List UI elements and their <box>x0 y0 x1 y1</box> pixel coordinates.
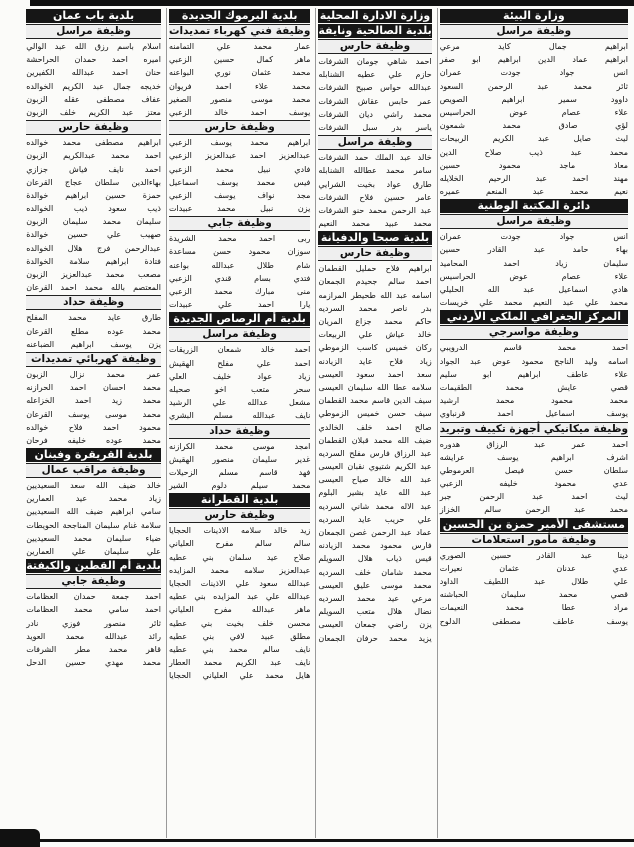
candidate-name: محمد موسى يوسف القرعان <box>26 409 161 419</box>
candidate-name: اميره احمد حمدان الحراحشة <box>26 55 161 65</box>
candidate-name: طارق عواد بخيت الشرايي <box>318 179 432 189</box>
candidate-name: عبدالعزيز سلامه محمد المزايده <box>168 565 311 575</box>
candidate-name: رائد عبدالله محمد العويد <box>26 631 161 641</box>
candidate-name: احمد جمعة حمدان العظامات <box>26 592 161 602</box>
candidate-name: غدير سليمان منصور الهقيش <box>168 454 311 464</box>
candidate-name: فتادة ابراهيم سلامة الخوالدة <box>26 256 161 266</box>
candidate-name: انس جواد جودت عمران <box>439 232 628 242</box>
candidate-name: مرعي عيد محمد السرديه <box>318 593 432 603</box>
candidate-name: ركان خميس كاسب الزموطي <box>318 343 432 353</box>
job-title-heading: وظيفة حداد <box>169 424 310 439</box>
candidate-name: احمد علي مفلح الهقيش <box>168 358 311 368</box>
department-heading: بلدية الصالحية ونايفة <box>318 24 432 37</box>
candidate-name: محمد راشي ديان الشرفات <box>318 109 432 119</box>
candidate-name: محمد عبد ذيب صلاح الدين <box>439 147 628 157</box>
candidate-name: يوسف اسماعيل احمد قرنباوي <box>439 409 628 419</box>
candidate-name: سعد احمد سعود العيسى <box>318 369 432 379</box>
job-title-heading: وظيفة حداد <box>26 295 161 310</box>
department-heading: بلدية اليرموك الجديدة <box>169 9 310 23</box>
candidate-name: هايل محمد علي العلياني الحجايا <box>168 671 311 681</box>
candidate-name: عبد الرزاق فارس مفلح السرديه <box>318 448 432 458</box>
candidate-name: ليث صايل عبد الكريم الربيحات <box>439 134 628 144</box>
candidate-name: عبدالله حواس صبيح الشرفات <box>318 83 432 93</box>
candidate-name: بهاءالدين سلطان عجاج القرعان <box>26 177 161 187</box>
candidate-name: ابراهيم محمد يوسف الزعبي <box>168 138 311 148</box>
candidate-name: ابراهيم عماد الدين ابراهيم ابو صفر <box>439 55 628 65</box>
candidate-name: فهد قاسم مسلم الزحيلات <box>168 467 311 477</box>
candidate-name: محمد شامان خلف السرديه <box>318 567 432 577</box>
column-2 <box>315 8 433 838</box>
candidate-name: محمد عثمان نوري البواعنه <box>168 68 311 78</box>
candidate-name: محمود احمد فلاح خوالده <box>26 422 161 432</box>
candidate-name: محمد سيلم دلوم الشير <box>168 481 311 491</box>
bottom-rule <box>30 839 634 842</box>
candidate-name: زياد فلاح عايد الزيادنه <box>318 356 432 366</box>
candidate-name: زيد خالد سلامه الاذينات الحجايا <box>168 526 311 536</box>
candidate-name: خديجه جمال عبد الكريم الخوالده <box>26 81 161 91</box>
candidate-name: فادي نبيل محمد الزعبي <box>168 164 311 174</box>
candidate-name: بدر ناصر محمد السرديه <box>318 303 432 313</box>
candidate-name: امجد موسى محمد الكرازنه <box>168 441 311 451</box>
candidate-name: عبد الاله محمد شاني السرديه <box>318 501 432 511</box>
candidate-name: علي سليمان علي العمارين <box>26 547 161 556</box>
department-heading: بلدية صبحا والدفيانة <box>318 231 431 245</box>
candidate-name: عدي عدنان عثمان نعيرات <box>439 563 628 573</box>
candidate-name: مهند احمد عبد الرحيم الخلايله <box>439 173 628 183</box>
candidate-name: ياسر بدر سبل الشرفات <box>318 122 432 132</box>
department-heading: بلدية القريقرة وفينان <box>26 448 161 462</box>
candidate-name: زياد عواد خليف العلي <box>168 371 311 381</box>
candidate-name: مجد نواف يوسف الزعبي <box>168 190 311 200</box>
candidate-name: سيف حسن خميس الزموطي <box>318 409 432 419</box>
candidate-name: احمد محمد قاسم الدرويبي <box>439 343 628 353</box>
candidate-name: محمد عبيد محمد النعيم <box>318 219 432 229</box>
department-heading: وزارة الادارة المحلية <box>319 9 431 22</box>
candidate-name: دينا عبد القادر حسين الصوري <box>439 550 628 560</box>
candidate-name: ابراهيم جمال كايد مرعي <box>439 42 628 51</box>
candidate-name: علي حريب عايد السرديه <box>318 514 432 524</box>
candidate-name: سامر محمد عطالله الشنابله <box>318 166 432 176</box>
candidate-name: سامي ابراهيم ضيف الله السعيديين <box>26 507 161 517</box>
candidate-name: مشعل عدالله علي الرشيد <box>168 398 311 408</box>
column-1 <box>437 8 630 838</box>
candidate-name: عبدالله علي عبد المزايده بني عطيه <box>168 592 311 602</box>
job-title-heading: وظيفة مراسل <box>26 24 161 39</box>
candidate-name: عفاف مصطفى عقله الزبون <box>26 94 161 104</box>
candidate-name: سوزان محمود حسن مساعدة <box>168 247 311 257</box>
candidate-name: عبد الكريم شتيوي نقبان العيسى <box>318 462 432 472</box>
candidate-name: سلامه عطا الله سليمان العيسى <box>318 382 432 392</box>
candidate-name: ليث احمد عبد الرحمن جبر <box>439 492 628 502</box>
candidate-name: عبدالرحمن فرج هلال الخوالده <box>26 243 161 253</box>
candidate-name: خالد ضيف الله سعد السعيديين <box>26 481 161 491</box>
candidate-name: سلطان حسن فيصل العرموطي <box>439 465 628 475</box>
candidate-name: حمزة حسين ابراهيم خوالدة <box>26 190 161 200</box>
candidate-name: محمد علي عبد النعيم محمد علي خريسات <box>439 298 628 308</box>
candidate-name: عبدالعزيز احمد عبدالعزيز الزعبي <box>168 151 311 161</box>
candidate-name: محسن خلف بخيت بني عطيه <box>168 618 311 628</box>
candidate-name: عبد الله عايد بشير البلوم <box>318 488 432 498</box>
candidate-name: ابراهيم فلاح حمليل القطمان <box>318 264 432 274</box>
department-heading: دائرة المكتبة الوطنية <box>440 199 628 213</box>
candidate-name: مصعب محمد عبدالعزيز الزبون <box>26 270 161 279</box>
candidate-name: فارس محمود محمد الزيادنه <box>318 541 432 551</box>
candidate-name: زياد محمد عيد العمارين <box>26 494 161 504</box>
candidate-name: اسامه وليد الناجح محمود عوض عبد الجواد <box>439 356 628 366</box>
candidate-name: قصي عايش محمد الطقيمات <box>439 382 628 392</box>
candidate-name: صالح احمد خلف الخالدي <box>318 422 432 432</box>
candidate-name: هادي اسماعيل عبد الله الحليلي <box>439 285 628 294</box>
candidate-name: احمد عمر عبد الرزاق هدوره <box>439 439 628 449</box>
top-rule <box>30 0 634 6</box>
candidate-name: عبد الله خالد صياح العيسى <box>318 475 432 485</box>
candidate-name: يزن نبيل محمد عبيدات <box>168 204 311 214</box>
candidate-name: ربى احمد محمد الشريدة <box>168 234 311 244</box>
candidate-name: معاذ ماجد محمود حسين <box>439 160 628 170</box>
candidate-name: نعيم محمد عبد المنعم عميره <box>439 187 628 197</box>
candidate-name: عامر حسين فلاح الشرفات <box>318 192 432 202</box>
candidate-name: شام طلال عبدالله بواعنه <box>168 260 311 270</box>
candidate-name: سليمان زياد احمد المحاميد <box>439 258 628 268</box>
job-title-heading: وظيفة مراسل <box>169 327 310 342</box>
candidate-name: محمد احسان احمد الحرازنه <box>26 383 161 393</box>
candidate-name: حنان احمد عبدالله الكفيرين <box>26 68 161 78</box>
job-title-heading: وظيفة مراسل <box>440 214 628 229</box>
candidate-name: محمد موسى منصور الصغير <box>168 94 311 104</box>
department-heading: بلدية القطرانة <box>169 493 310 507</box>
job-title-heading: وظيفة مراسل <box>440 24 628 39</box>
department-heading: بلدية أم الرصاص الجديدة <box>169 312 310 326</box>
candidate-name: محمد مهدي حسين الدحل <box>26 658 161 668</box>
job-title-heading: وظيفة مواسرجي <box>440 325 628 340</box>
candidate-name: خالد عبد الملك حمد الشرفات <box>318 153 432 163</box>
candidate-name: محمد عوده مطلع القرعان <box>26 326 161 336</box>
job-title-heading: وظيفة مأمور استعلامات <box>440 533 628 548</box>
candidate-name: احمد نايف فياش جزازي <box>26 164 161 174</box>
columns-container <box>26 8 630 838</box>
candidate-name: قيس ذياب هلال السويلم <box>318 554 432 564</box>
candidate-name: حاكم محمد جزاع المريان <box>318 317 432 326</box>
candidate-name: علي طلال عبد اللطيف الداود <box>439 577 628 586</box>
candidate-name: قاهر محمد مطر الشرفات <box>26 644 161 654</box>
candidate-name: عمر محمد نزال الزبون <box>26 369 161 379</box>
candidate-name: ماهر كمال حسين الزعبي <box>168 55 311 65</box>
job-title-heading: وظيفة حارس <box>26 120 161 135</box>
job-title-heading: وظيفة فني كهرباء تمديدات <box>168 25 311 37</box>
candidate-name: داوود سمير ابراهيم الصويص <box>439 94 628 104</box>
candidate-name: عماد عبد الرحمن غصن الجمعان <box>318 528 432 537</box>
candidate-name: ماهر عبدالله مفرح العلياني <box>168 605 311 615</box>
candidate-name: مراد عطا محمد النعيمات <box>439 603 628 613</box>
job-title-heading: وظيفة حارس <box>318 246 431 261</box>
candidate-name: محمد عبد الرحمن سالم الخزاز <box>439 505 628 515</box>
candidate-name: عمار محمد علي التمامنه <box>168 42 311 51</box>
candidate-name: سليمان محمد سليمان الزبون <box>26 217 161 227</box>
candidate-name: محمد علاء احمد فريوان <box>168 81 311 91</box>
job-title-heading: وظيفة جابي <box>169 216 310 231</box>
candidate-name: انس جواد جودت عمران <box>439 68 628 78</box>
candidate-name: نايف سالم محمد بني عطيه <box>168 644 311 654</box>
job-title-heading: وظيفة مراسل <box>318 135 431 150</box>
candidate-name: صلاح عيد سلمان بني عطيه <box>168 552 311 562</box>
job-title-heading: وظيفة ميكانيكي أجهزة تكييف وتبريد <box>439 422 628 435</box>
candidate-name: اسامه عبد الله طحيطر المرازمه <box>318 290 432 300</box>
candidate-name: سيف الدين قاسم محمد القطمان <box>318 396 432 406</box>
candidate-name: علاء عصام عوض الحراسيس <box>439 107 628 117</box>
candidate-name: يزن راضي جمعان العيسى <box>318 620 432 630</box>
candidate-name: يوسف احمد خالد الزعبي <box>168 107 311 117</box>
candidate-name: خالد عياش علي الربيعات <box>318 330 432 340</box>
candidate-name: علاء عاطف ابراهيم ابو سليم <box>439 369 628 379</box>
candidate-name: نايف عبدالله مسلم البشري <box>168 411 311 421</box>
candidate-name: عبد الرحمن محمد حنو الشرفات <box>318 205 432 215</box>
department-heading: وزارة البيئة <box>440 9 628 23</box>
candidate-name: عبدالله سعود علي الاذينات الحجايا <box>168 579 311 588</box>
candidate-name: احمد شاهي جومان الشرفات <box>318 57 432 66</box>
candidate-name: منى مبارك محمد الزعبي <box>168 287 311 296</box>
candidate-name: يارا احمد علي عبيدات <box>168 300 311 310</box>
candidate-name: ثائر منصور فوزي نادر <box>26 618 161 628</box>
candidate-name: قصي محمد سليمان الحباشنه <box>439 590 628 600</box>
candidate-name: نايف عبد الكريم محمد العطار <box>168 658 311 668</box>
column-4 <box>24 8 163 838</box>
candidate-name: ابراهيم مصطفى محمد خوالده <box>26 138 161 148</box>
candidate-name: محمد عوده خليفه فرحان <box>26 435 161 445</box>
candidate-name: نضال هلال متعب السويلم <box>318 607 432 617</box>
candidate-name: يوسف عاطف مصطفى الدلوح <box>439 616 628 626</box>
candidate-name: سلامة غنام سليمان المناجحة الحويطات <box>26 520 161 530</box>
candidate-name: صهيب علي حسين خوالدة <box>26 230 161 240</box>
candidate-name: سالم سالم مفرح العلياني <box>168 539 311 549</box>
candidate-name: يزيد محمد حرفان الجمعان <box>318 633 432 643</box>
department-heading: مستشفى الأمير حمزة بن الحسين <box>440 518 628 532</box>
department-heading: المركز الجغرافي الملكي الأردني <box>440 310 628 324</box>
job-title-heading: وظيفة كهربائي تمديدات <box>26 352 161 367</box>
candidate-name: معتز عبد الكريم خلف الزبون <box>26 107 161 117</box>
candidate-name: محمد زيد احمد الخزاعله <box>26 396 161 406</box>
candidate-name: حازم علي عطيه الشنابله <box>318 70 432 80</box>
candidate-name: المعتصم بالله محمد احمد القرعان <box>26 283 161 293</box>
candidate-name: فيس محمد يوسف اسماعيل <box>168 177 311 187</box>
candidate-name: اسلام باسم رزق الله عبد الوالي <box>26 42 161 51</box>
candidate-name: اشرف ابراهيم يوسف عرايشه <box>439 452 628 462</box>
candidate-name: سحر متعب اخو صحيله <box>168 384 311 394</box>
candidate-name: يزن يوسف ابراهيم الضباعنه <box>26 339 161 349</box>
candidate-name: احمد محمد عبدالكريم الزبون <box>26 151 161 161</box>
candidate-name: عمر حابس عقاش الشرفات <box>318 96 432 106</box>
candidate-name: محمد محمود محمد ارشيد <box>439 396 628 406</box>
candidate-name: عدي محمود خليفه الزعبي <box>439 479 628 489</box>
column-3 <box>166 8 312 838</box>
candidate-name: ثائر محمد عبد الرحمن السعود <box>439 81 628 91</box>
candidate-name: ذيب سعود ذيب الخوالده <box>26 204 161 214</box>
candidate-name: ضيف الله محمد قبلان القطمان <box>318 435 432 445</box>
job-title-heading: وظيفة جابي <box>26 574 161 589</box>
department-heading: بلدية أم القطين والكيفتة <box>26 559 161 573</box>
candidate-name: بهاء حامد عبد القادر حسين <box>439 245 628 255</box>
candidate-name: فتدي بسام قندي الزعبي <box>168 273 311 283</box>
candidate-name: احمد سالم جحيدم الجمعان <box>318 277 432 287</box>
candidate-name: طارق عايد محمد المفلح <box>26 313 161 323</box>
candidate-name: ضياء سليمان محمد السعيديين <box>26 533 161 543</box>
candidate-name: محمد موسى عليق العيسى <box>318 580 432 590</box>
department-heading: بلدية باب عمان <box>26 9 161 23</box>
job-title-heading: وظيفة حارس <box>318 39 431 54</box>
candidate-name: احمد خالد شمعان الزريقات <box>168 345 311 355</box>
candidate-name: مطلق عبيد لافي بني عطيه <box>168 631 311 641</box>
job-title-heading: وظيفة حارس <box>169 508 310 523</box>
candidate-name: علاء عصام عوض الحراسيس <box>439 271 628 281</box>
job-title-heading: وظيفة مراقب عمال <box>26 463 161 478</box>
job-title-heading: وظيفة حارس <box>169 120 310 135</box>
candidate-name: لؤي صادق محمد شمعون <box>439 121 628 131</box>
candidate-name: احمد سامي محمد العظامات <box>26 605 161 615</box>
page-corner-tab <box>0 829 40 847</box>
